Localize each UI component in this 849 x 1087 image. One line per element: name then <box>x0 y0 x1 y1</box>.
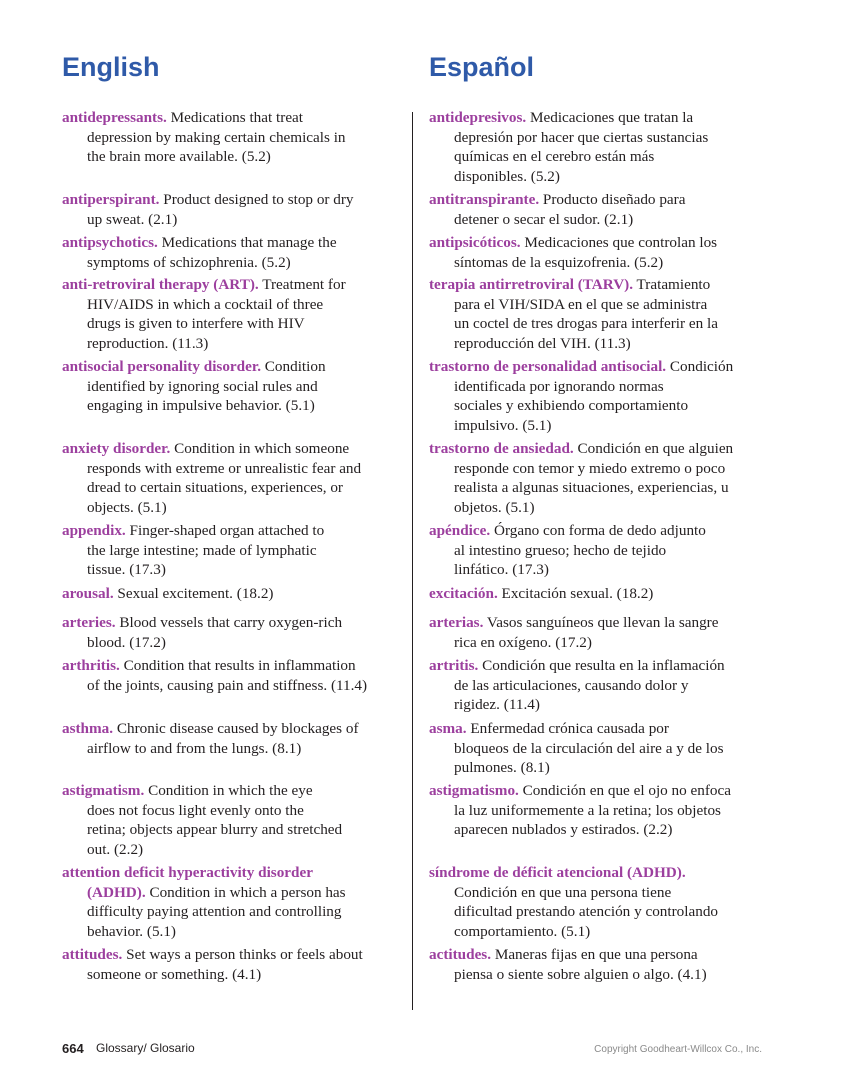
glossary-entry <box>429 719 765 778</box>
glossary-definition-line: comportamiento. (5.1) <box>454 922 591 940</box>
glossary-definition-line: depresión por hacer que ciertas sustancias <box>454 128 709 146</box>
glossary-entry <box>429 584 765 604</box>
glossary-entry <box>62 863 398 941</box>
glossary-definition-line: rigidez. (11.4) <box>454 696 540 714</box>
glossary-term: antitranspirante. <box>429 191 540 208</box>
glossary-definition-line: Blood vessels that carry oxygen-rich <box>115 614 343 631</box>
glossary-definition-line: sociales y exhibiendo comportamiento <box>454 397 689 415</box>
glossary-term: astigmatismo. <box>429 782 519 799</box>
glossary-entry <box>62 656 398 695</box>
glossary-definition-line: the large intestine; made of lymphatic <box>87 541 317 559</box>
glossary-term: antidepressants. <box>62 109 167 126</box>
glossary-definition-line: someone or something. (4.1) <box>87 965 262 983</box>
glossary-term-continued: (ADHD). <box>87 883 146 901</box>
glossary-term: artritis. <box>429 657 479 674</box>
glossary-term: arteries. <box>62 614 116 631</box>
glossary-definition-line: bloqueos de la circulación del aire a y de los <box>454 739 724 757</box>
glossary-definition-line: identificada por ignorando normas <box>454 377 664 395</box>
glossary-definition-line: Condition in which the eye <box>144 782 313 799</box>
glossary-term: actitudes. <box>429 946 492 963</box>
glossary-definition-line: Enfermedad crónica causada por <box>466 720 669 737</box>
glossary-term: antiperspirant. <box>62 191 160 208</box>
glossary-definition-line: reproducción del VIH. (11.3) <box>454 334 631 352</box>
glossary-entry <box>429 945 765 984</box>
glossary-entry <box>429 781 765 840</box>
glossary-entry <box>62 584 398 604</box>
glossary-definition-line: rica en oxígeno. (17.2) <box>454 633 592 651</box>
glossary-entry <box>62 190 398 229</box>
glossary-entry <box>429 613 765 652</box>
glossary-definition-line: tissue. (17.3) <box>87 561 166 579</box>
glossary-definition-line: detener o secar el sudor. (2.1) <box>454 210 634 228</box>
glossary-entry <box>62 719 398 758</box>
glossary-definition-line: de las articulaciones, causando dolor y <box>454 676 689 694</box>
glossary-definition-line: responde con temor y miedo extremo o poco <box>454 459 726 477</box>
glossary-definition-line: realista a algunas situaciones, experiencias, u <box>454 479 729 497</box>
glossary-term: antipsicóticos. <box>429 234 521 251</box>
glossary-definition-line: Treatment for <box>258 276 346 293</box>
glossary-definition-line: piensa o siente sobre alguien o algo. (4.1) <box>454 965 707 983</box>
glossary-term: anti-retroviral therapy (ART). <box>62 276 259 293</box>
glossary-entry <box>62 521 398 580</box>
glossary-term: antisocial personality disorder. <box>62 358 261 375</box>
glossary-definition-line: behavior. (5.1) <box>87 922 176 940</box>
glossary-entry <box>62 781 398 859</box>
glossary-definition-line: dread to certain situations, experiences, or <box>87 479 343 497</box>
glossary-entry <box>62 613 398 652</box>
glossary-definition-line: Condición en que una persona tiene <box>454 883 672 901</box>
glossary-term: antipsychotics. <box>62 234 158 251</box>
glossary-definition-line: blood. (17.2) <box>87 633 166 651</box>
glossary-definition-line: out. (2.2) <box>87 840 144 858</box>
glossary-definition-line: Órgano con forma de dedo adjunto <box>490 522 706 539</box>
glossary-entry <box>62 233 398 272</box>
glossary-definition-line: Maneras fijas en que una persona <box>491 946 698 963</box>
glossary-definition-line: Chronic disease caused by blockages of <box>113 720 359 737</box>
glossary-entry <box>62 108 398 167</box>
glossary-definition-line: Vasos sanguíneos que llevan la sangre <box>483 614 719 631</box>
glossary-definition-line: of the joints, causing pain and stiffness. (11.4) <box>87 676 368 694</box>
glossary-definition-line: responds with extreme or unrealistic fear and <box>87 459 362 477</box>
glossary-entry <box>429 863 765 941</box>
glossary-definition-line: un coctel de tres drogas para interferir en la <box>454 315 718 333</box>
glossary-term: astigmatism. <box>62 782 145 799</box>
glossary-term: arthritis. <box>62 657 120 674</box>
glossary-definition-line: síntomas de la esquizofrenia. (5.2) <box>454 253 664 271</box>
glossary-entry <box>62 357 398 416</box>
glossary-definition-line: Condition in which a person has <box>145 883 346 901</box>
glossary-entry <box>429 108 765 186</box>
glossary-entry <box>429 656 765 715</box>
glossary-definition-line: disponibles. (5.2) <box>454 167 560 185</box>
glossary-term: arterias. <box>429 614 484 631</box>
glossary-definition-line: Finger-shaped organ attached to <box>125 522 325 539</box>
glossary-entry <box>62 275 398 353</box>
glossary-definition-line: Condition <box>261 358 326 375</box>
glossary-entry <box>429 357 765 435</box>
glossary-definition-line: Condición que resulta en la inflamación <box>478 657 725 674</box>
glossary-term: asma. <box>429 720 467 737</box>
glossary-definition-line: Condition that results in inflammation <box>119 657 356 674</box>
glossary-definition-line: Sexual excitement. (18.2) <box>113 585 274 602</box>
page-number: 664 <box>62 1041 84 1056</box>
glossary-definition-line: Condition in which someone <box>170 440 350 457</box>
glossary-definition-line: symptoms of schizophrenia. (5.2) <box>87 253 291 271</box>
glossary-definition-line: objects. (5.1) <box>87 498 167 516</box>
heading-english: English <box>62 52 160 82</box>
glossary-term: asthma. <box>62 720 114 737</box>
glossary-definition-line: drugs is given to interfere with HIV <box>87 315 305 333</box>
glossary-definition-line: aparecen nublados y estirados. (2.2) <box>454 821 673 839</box>
glossary-term: anxiety disorder. <box>62 440 171 457</box>
glossary-entry <box>429 439 765 517</box>
glossary-definition-line: difficulty paying attention and controlling <box>87 903 342 921</box>
glossary-definition-line: la luz uniformemente a la retina; los objetos <box>454 801 721 819</box>
glossary-definition-line: HIV/AIDS in which a cocktail of three <box>87 295 324 313</box>
column-divider <box>412 112 413 1010</box>
glossary-definition-line: Condición en que el ojo no enfoca <box>518 782 732 799</box>
glossary-definition-line: químicas en el cerebro están más <box>454 148 655 166</box>
glossary-definition-line: impulsivo. (5.1) <box>454 416 552 434</box>
glossary-definition-line: linfático. (17.3) <box>454 561 549 579</box>
glossary-definition-line: retina; objects appear blurry and stretched <box>87 821 343 839</box>
section-label: Glossary/ Glosario <box>96 1041 195 1055</box>
glossary-term: trastorno de ansiedad. <box>429 440 574 457</box>
copyright: Copyright Goodheart-Willcox Co., Inc. <box>594 1044 762 1055</box>
heading-spanish: Español <box>429 52 535 82</box>
glossary-definition-line: para el VIH/SIDA en el que se administra <box>454 295 708 313</box>
glossary-entry <box>62 439 398 517</box>
glossary-definition-line: identified by ignoring social rules and <box>87 377 318 395</box>
glossary-definition-line: Product designed to stop or dry <box>159 191 354 208</box>
glossary-definition-line: the brain more available. (5.2) <box>87 148 271 166</box>
glossary-definition-line: Medications that manage the <box>157 234 337 251</box>
glossary-term: terapia antirretroviral (TARV). <box>429 276 634 293</box>
glossary-definition-line: Condición <box>666 358 734 375</box>
glossary-definition-line: engaging in impulsive behavior. (5.1) <box>87 397 315 415</box>
glossary-definition-line: Set ways a person thinks or feels about <box>122 946 363 963</box>
glossary-term: appendix. <box>62 522 126 539</box>
glossary-definition-line: objetos. (5.1) <box>454 498 535 516</box>
glossary-term: excitación. <box>429 585 498 602</box>
glossary-term: antidepresivos. <box>429 109 527 126</box>
glossary-definition-line: depression by making certain chemicals in <box>87 128 346 146</box>
glossary-entry <box>429 233 765 272</box>
glossary-term: apéndice. <box>429 522 491 539</box>
glossary-definition-line: Medicaciones que tratan la <box>526 109 694 126</box>
glossary-entry <box>429 190 765 229</box>
glossary-entry <box>62 945 398 984</box>
glossary-definition-line: airflow to and from the lungs. (8.1) <box>87 739 302 757</box>
glossary-definition-line: Medications that treat <box>166 109 304 126</box>
glossary-term: attention deficit hyperactivity disorder <box>62 864 313 881</box>
glossary-definition-line: Tratamiento <box>633 276 711 293</box>
glossary-definition-line: dificultad prestando atención y controlando <box>454 903 719 921</box>
glossary-entry <box>429 275 765 353</box>
glossary-definition-line: Excitación sexual. (18.2) <box>497 585 654 602</box>
glossary-definition-line: reproduction. (11.3) <box>87 334 209 352</box>
glossary-entry <box>429 521 765 580</box>
glossary-definition-line: does not focus light evenly onto the <box>87 801 304 819</box>
glossary-definition-line: up sweat. (2.1) <box>87 210 178 228</box>
glossary-definition-line: Medicaciones que controlan los <box>520 234 718 251</box>
glossary-definition-line: Producto diseñado para <box>539 191 686 208</box>
glossary-definition-line: al intestino grueso; hecho de tejido <box>454 541 667 559</box>
glossary-term: attitudes. <box>62 946 123 963</box>
glossary-term: trastorno de personalidad antisocial. <box>429 358 667 375</box>
glossary-term: síndrome de déficit atencional (ADHD). <box>429 864 686 881</box>
glossary-term: arousal. <box>62 585 114 602</box>
glossary-definition-line: pulmones. (8.1) <box>454 759 550 777</box>
glossary-definition-line: Condición en que alguien <box>573 440 734 457</box>
